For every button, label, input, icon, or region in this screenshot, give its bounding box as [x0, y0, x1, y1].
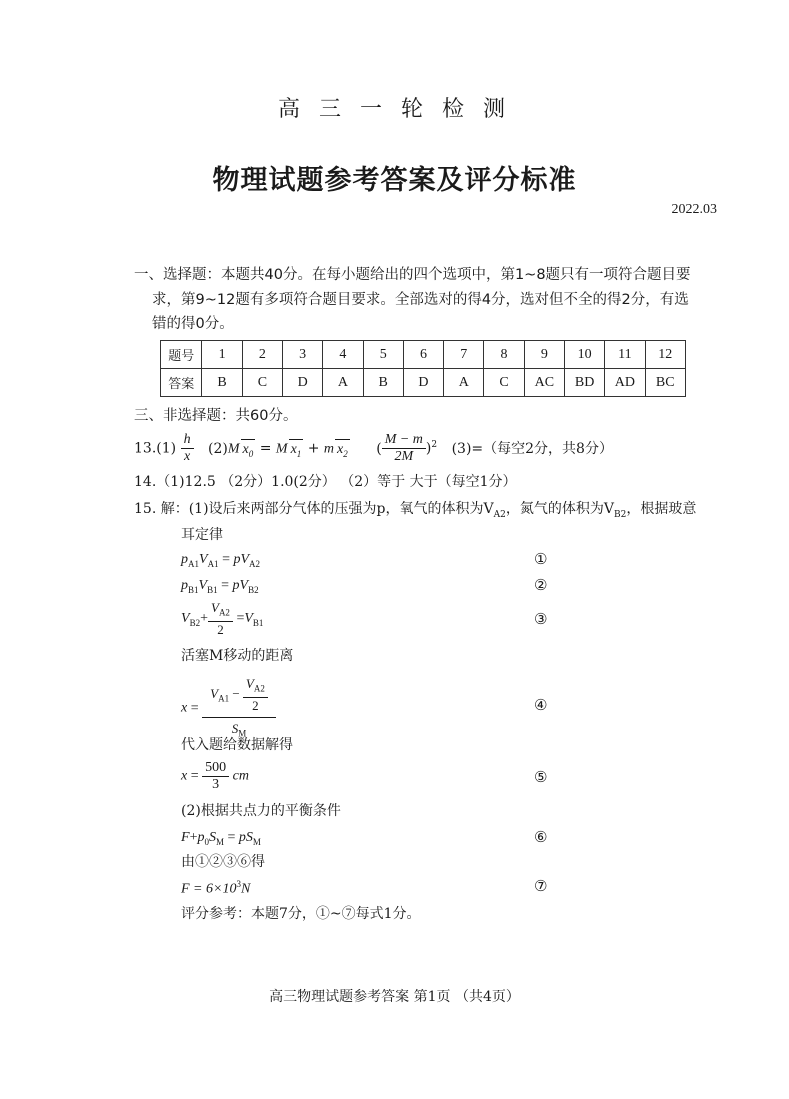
- q15-text-b: ，氮气的体积为V: [505, 501, 614, 517]
- marker-2: ②: [534, 576, 548, 594]
- frac-den: 3: [212, 777, 220, 792]
- answer-cell: A: [323, 369, 363, 397]
- question-number: 10: [564, 341, 604, 369]
- answer-cell: AD: [605, 369, 645, 397]
- row-label-number: 题号: [161, 341, 202, 369]
- question-number: 12: [645, 341, 685, 369]
- answer-cell: C: [484, 369, 524, 397]
- frac-den: 2M: [394, 449, 414, 464]
- question-number: 11: [605, 341, 645, 369]
- answer-cell: BD: [564, 369, 604, 397]
- var-x: x: [337, 441, 344, 457]
- document-date: 2022.03: [671, 202, 717, 217]
- document-title: 物理试题参考答案及评分标准: [212, 165, 577, 196]
- question-number: 3: [283, 341, 323, 369]
- frac-den: x: [183, 449, 191, 464]
- answer-cell: A: [444, 369, 484, 397]
- equation-7: [181, 879, 250, 898]
- question-number: 4: [323, 341, 363, 369]
- sub-a2: A2: [493, 509, 506, 520]
- q13-line: 13.(1) $\frac{h}{x}$ (2)M $x_0 = M$ $x_1 + m$ $x_2$ ( $\frac{M - m}{2M}$ )$^2$ (3)=（每空2分，共8分）: [134, 432, 613, 464]
- table-row: [161, 369, 686, 397]
- equation-1: $p_{A1}V_{A1} = pV_{A2}$: [181, 552, 261, 569]
- answer-cell: D: [403, 369, 443, 397]
- q13-label: 13.: [134, 440, 157, 457]
- marker-5: ⑤: [534, 768, 548, 786]
- question-number: 2: [242, 341, 282, 369]
- equation-4: x = $V_{A1}$ − $\frac{V_{A2}}{2}$ $S_M$: [181, 676, 276, 741]
- var-x: x: [290, 441, 297, 457]
- answer-table: [160, 340, 686, 397]
- marker-3: ③: [534, 610, 548, 628]
- q15-text-c: ，根据玻意: [626, 501, 697, 517]
- q15-text-a: 15. 解：(1)设后来两部分气体的压强为p，氧气的体积为V: [134, 501, 494, 517]
- page-footer: 高三物理试题参考答案 第1页 （共4页）: [269, 989, 520, 1005]
- question-number: 8: [484, 341, 524, 369]
- q13-fraction-mass: [382, 432, 426, 465]
- answer-cell: B: [363, 369, 403, 397]
- question-number: 6: [403, 341, 443, 369]
- q13-part1: (1): [156, 440, 177, 457]
- exam-title: 高 三 一 轮 检 测: [278, 97, 511, 122]
- question-number: 1: [202, 341, 242, 369]
- equation-3: $V_{B2}+$ $\frac{V_{A2}}{2}$ $=V_{B1}$: [181, 600, 264, 637]
- marker-7: ⑦: [534, 877, 548, 895]
- answer-cell: D: [283, 369, 323, 397]
- answer-cell: C: [242, 369, 282, 397]
- q14-line: 14.（1)12.5 （2分）1.0(2分） （2）等于 大于（每空1分）: [134, 474, 517, 490]
- q15-score-text: 评分参考：本题7分，①~⑦每式1分。: [181, 906, 421, 922]
- q15-move-text: 活塞M移动的距离: [181, 648, 294, 664]
- question-number: 9: [524, 341, 564, 369]
- unit-cm: cm: [232, 768, 249, 784]
- marker-1: ①: [534, 550, 548, 568]
- q13-part3: (3)=（每空2分，共8分）: [451, 440, 613, 457]
- answer-cell: BC: [645, 369, 685, 397]
- equals: =: [255, 440, 276, 457]
- table-row: [161, 341, 686, 369]
- q13-part2: (2): [208, 440, 228, 457]
- var-M: M: [227, 441, 240, 457]
- sqrt-x2: $x_2$: [335, 439, 350, 464]
- section1-line1: 一、选择题：本题共40分。在每小题给出的四个选项中，第1~8题只有一项符合题目要: [134, 267, 691, 283]
- q15-line2: 耳定律: [181, 527, 223, 543]
- frac-num: h: [181, 432, 194, 449]
- frac-num: 500: [202, 760, 229, 777]
- eq7-exponent: 3: [236, 879, 241, 889]
- q13-fraction-h-x: [181, 432, 194, 465]
- q15-substitute-text: 代入题给数据解得: [181, 737, 293, 753]
- var-x: x: [242, 441, 249, 457]
- frac-num: M − m: [382, 432, 426, 449]
- eq7-text: F = 6×10: [181, 881, 237, 897]
- equation-5: x = $\frac{500}{3}$ cm: [181, 760, 249, 792]
- answer-cell: AC: [524, 369, 564, 397]
- sqrt-x0: $x_0$: [241, 439, 256, 464]
- question-number: 7: [444, 341, 484, 369]
- marker-4: ④: [534, 696, 548, 714]
- section2-title: 三、非选择题：共60分。: [134, 408, 298, 424]
- sub-b2: B2: [613, 509, 627, 520]
- answer-cell: B: [202, 369, 242, 397]
- marker-6: ⑥: [534, 828, 548, 846]
- section1-line3: 错的得0分。: [152, 316, 234, 332]
- q15-from-text: 由①②③⑥得: [181, 854, 265, 870]
- plus: +: [303, 440, 324, 457]
- question-number: 5: [363, 341, 403, 369]
- row-label-answer: 答案: [161, 369, 202, 397]
- q15-line1: [134, 499, 696, 525]
- sqrt-x1: $x_1$: [289, 439, 304, 464]
- equation-2: $p_{B1}V_{B1} = pV_{B2}$: [181, 578, 259, 595]
- var-m: m: [323, 441, 335, 457]
- q15-part2-text: (2)根据共点力的平衡条件: [181, 803, 341, 819]
- equation-6: $F+p_0S_M = pS_M$: [181, 830, 261, 847]
- section1-line2: 求，第9~12题有多项符合题目要求。全部选对的得4分，选对但不全的得2分，有选: [152, 292, 689, 308]
- unit-n: N: [240, 881, 251, 897]
- var-M: M: [275, 441, 288, 457]
